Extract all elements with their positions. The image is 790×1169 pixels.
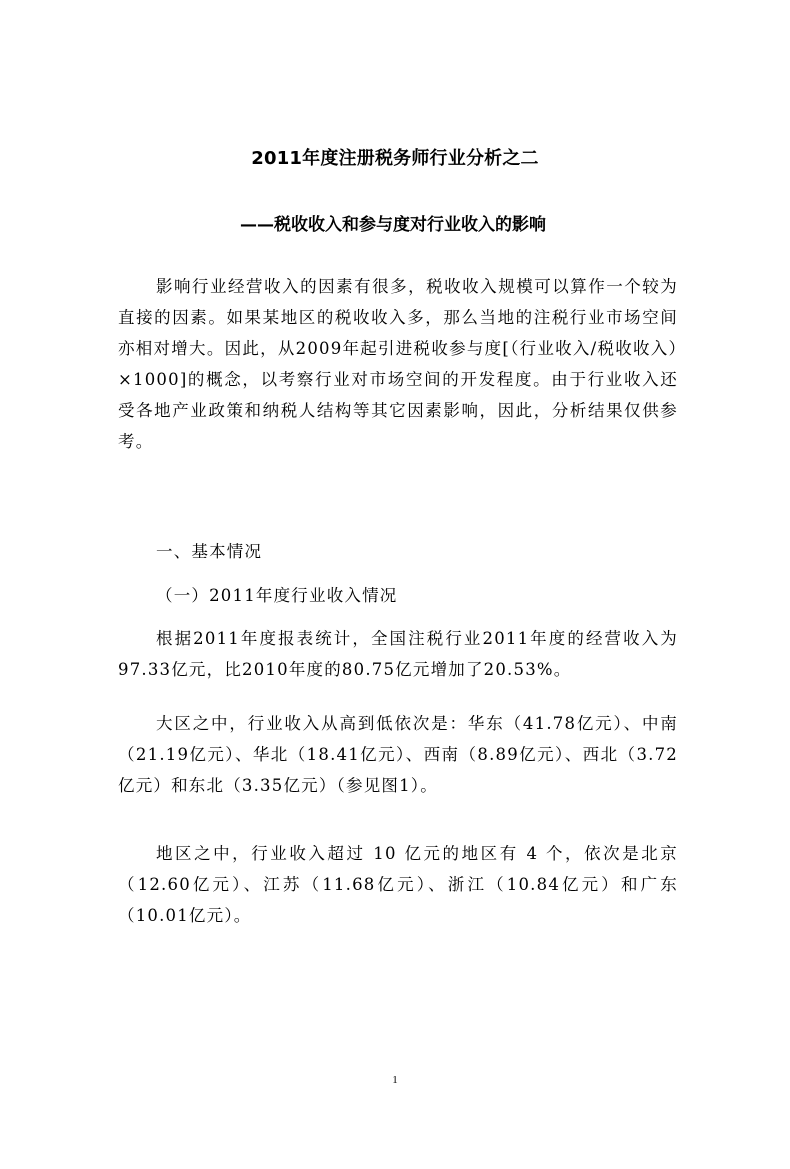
paragraph-areas: 地区之中，行业收入超过 10 亿元的地区有 4 个，依次是北京（12.60亿元）、江苏（11.68亿元）、浙江（10.84亿元）和广东（10.01亿元）。 — [118, 844, 678, 925]
section-heading: 一、基本情况 — [156, 542, 263, 561]
paragraph-intro: 影响行业经营收入的因素有很多，税收收入规模可以算作一个较为直接的因素。如果某地区的税收收入多，那么当地的注税行业市场空间亦相对增大。因此，从2009年起引进税收参与度[（行业收入/税收收入）×1000]的概念，以考察行业对市场空间的开发程度。由于行业收入还受各地产业政策和纳税人结构等其它因素影响，因此，分析结果仅供参考。 — [118, 277, 678, 451]
paragraph-regions: 大区之中，行业收入从高到低依次是：华东（41.78亿元）、中南（21.19亿元）、华北（18.41亿元）、西南（8.89亿元）、西北（3.72亿元）和东北（3.35亿元）（参见图1）。 — [118, 714, 678, 795]
page-number: 1 — [392, 1074, 398, 1086]
subsection-heading: （一）2011年度行业收入情况 — [156, 586, 398, 605]
paragraph-income: 根据2011年度报表统计，全国注税行业2011年度的经营收入为97.33亿元，比2010年度的80.75亿元增加了20.53%。 — [118, 629, 678, 679]
document-title: 2011年度注册税务师行业分析之二 — [251, 148, 539, 169]
document-subtitle: ——税收收入和参与度对行业收入的影响 — [240, 215, 546, 235]
